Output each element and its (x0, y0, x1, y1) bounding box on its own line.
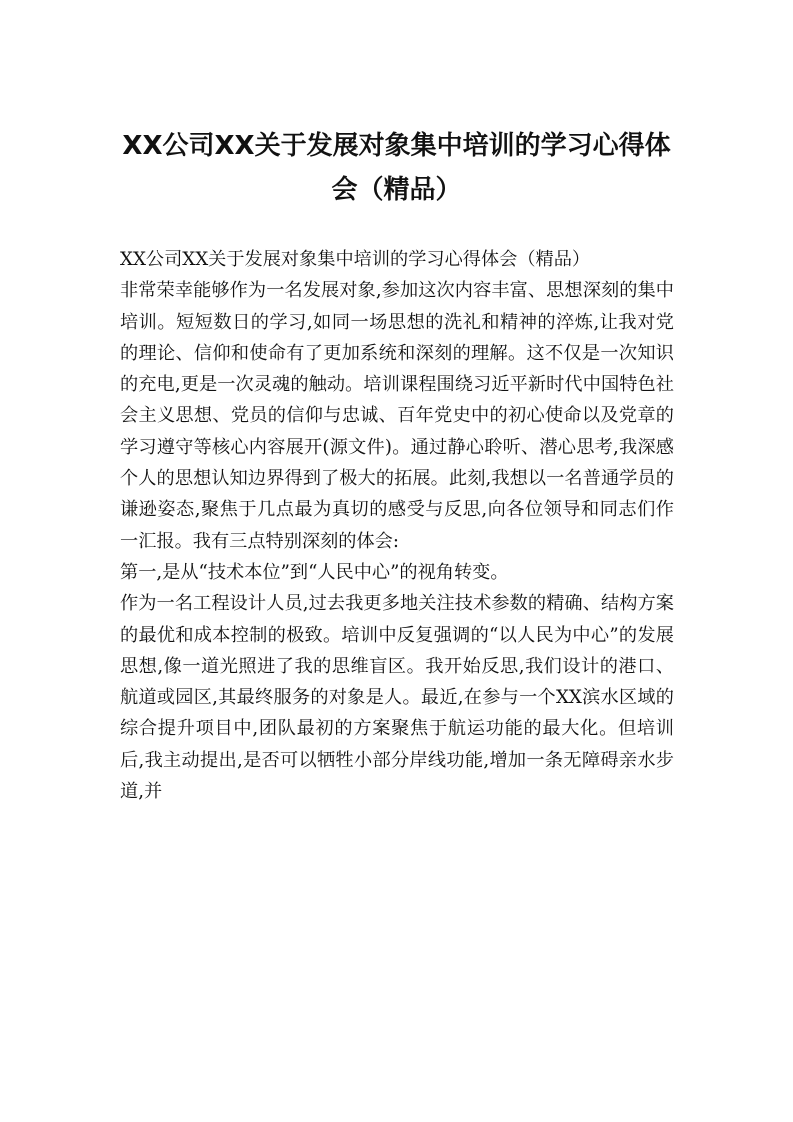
document-title: XX公司XX关于发展对象集中培训的学习心得体会（精品） (122, 131, 671, 205)
body-paragraph-point-one-detail: 作为一名工程设计人员,过去我更多地关注技术参数的精确、结构方案的最优和成本控制的极致。培训中反复强调的“以人民为中心”的发展思想,像一道光照进了我的思维盲区。我开始反思,我们设计的港口、航道或园区,其最终服务的对象是人。最近,在参与一个XX滨水区域的综合提升项目中,团队最初的方案聚焦于航运功能的最大化。但培训后,我主动提出,是否可以牺牲小部分岸线功能,增加一条无障碍亲水步道,并 (120, 593, 674, 803)
document-body (120, 244, 674, 807)
body-paragraph-heading: XX公司XX关于发展对象集中培训的学习心得体会（精品） (120, 249, 591, 270)
body-paragraph-point-one: 第一,是从“技术本位”到“人民中心”的视角转变。 (120, 561, 509, 583)
body-paragraph-intro: 非常荣幸能够作为一名发展对象,参加这次内容丰富、思想深刻的集中培训。短短数日的学习,如同一场思想的洗礼和精神的淬炼,让我对党的理论、信仰和使命有了更加系统和深刻的理解。这不仅是一次知识的充电,更是一次灵魂的触动。培训课程围绕习近平新时代中国特色社会主义思想、党员的信仰与忠诚、百年党史中的初心使命以及党章的学习遵守等核心内容展开(源文件)。通过静心聆听、潜心思考,我深感个人的思想认知边界得到了极大的拓展。此刻,我想以一名普通学员的谦逊姿态,聚焦于几点最为真切的感受与反思,向各位领导和同志们作一汇报。我有三点特别深刻的体会: (120, 280, 674, 552)
